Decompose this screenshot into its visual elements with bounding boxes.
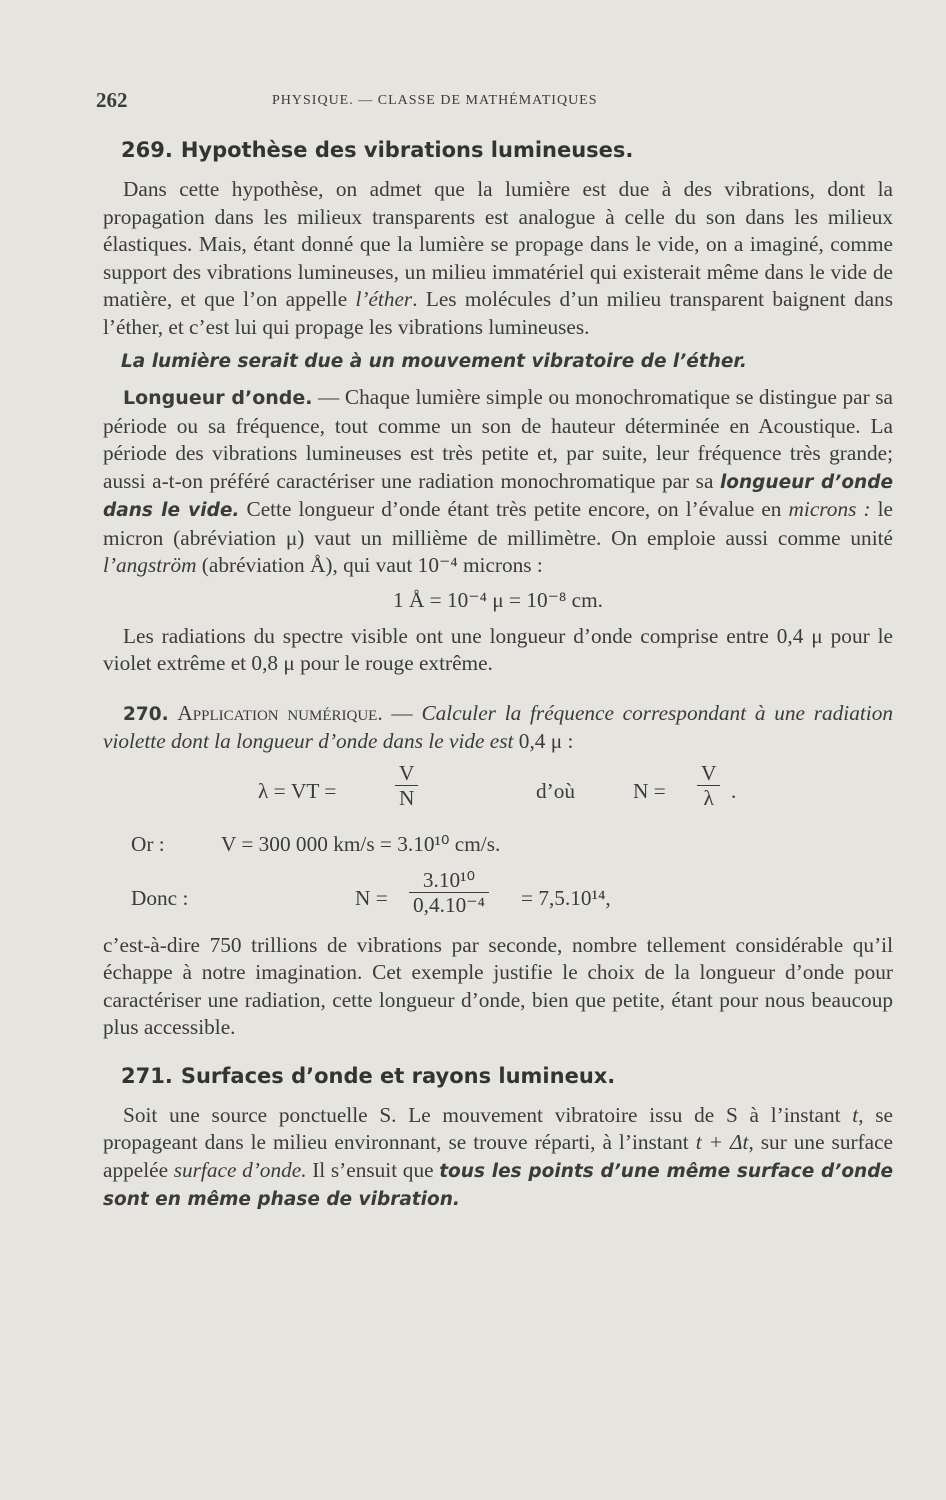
section-number: 271. (121, 1063, 173, 1088)
paragraph-ether (103, 176, 893, 341)
or-label: Or : (131, 831, 165, 856)
section-271-heading (121, 1064, 893, 1088)
text-run: Soit une source ponctuelle S. Le mouvement vibratoire issu de S à l’instant (123, 1102, 853, 1127)
paragraph-visible-spectrum: Les radiations du spectre visible ont une longueur d’onde comprise entre 0,4 μ pour le violet extrême et 0,8 μ pour le rouge extrême. (103, 623, 893, 675)
text-run: — Chaque lumière simple ou monochromatique se distingue par sa période ou sa fréquence, tout comme un son de hauteur déterminée en Acoustique. La période des vibrations lumineuses est très petite et, par suite, leur fréquence très grande; aussi a-t-on préféré caractériser une radiation monochromatique par sa (103, 385, 893, 493)
text-run: — (382, 700, 422, 725)
text-run: (abréviation Å), qui vaut 10⁻⁴ microns : (196, 553, 543, 577)
formula-or (103, 826, 893, 866)
text-run: . Les molécules d’un milieu transparent baignent dans l’éther, et c’est lui qui propage les vibrations lumineuses. (103, 287, 893, 339)
fraction-donc (409, 868, 489, 917)
section-number: 269. (121, 138, 173, 162)
formula-lambda (103, 756, 893, 826)
section-title: Surfaces d’onde et rayons lumineux. (180, 1063, 616, 1088)
text-run: Il s’ensuit que (306, 1157, 440, 1182)
section-title: Hypothèse des vibrations lumineuses. (180, 138, 634, 162)
text-run: , se propageant dans le milieu environnant, se trouve réparti, à l’instant (103, 1102, 894, 1154)
italic-term: l’éther (355, 287, 413, 311)
text-run: , sur une surface appelée (103, 1130, 894, 1182)
section-label: Application numérique. (177, 700, 383, 725)
donc-label: Donc : (131, 885, 189, 910)
italic-term: l’angström (103, 553, 197, 577)
emphasis-text: longueur d’onde dans le vide. (103, 471, 893, 521)
paragraph-wave-surface (103, 1102, 893, 1214)
conclusion-statement: La lumière serait due à un mouvement vibratoire de l’éther. (121, 351, 747, 372)
italic-term: t + Δt (695, 1130, 749, 1154)
formula-connector: d’où (536, 778, 576, 803)
italic-term: surface d’onde. (173, 1157, 307, 1182)
italic-term: microns : (788, 497, 871, 521)
numerator: V (697, 761, 720, 786)
fraction-v-over-n (395, 761, 418, 810)
section-270-statement (103, 700, 893, 756)
formula-lhs: λ = VT = (258, 778, 337, 803)
paragraph-wavelength (103, 384, 893, 580)
or-equation: V = 300 000 km/s = 3.10¹⁰ cm/s. (221, 831, 501, 856)
section-269-heading (121, 138, 893, 162)
page-header (96, 88, 886, 118)
italic-term: t (852, 1102, 859, 1127)
donc-rhs: = 7,5.10¹⁴, (521, 885, 611, 910)
numerator: V (395, 761, 418, 786)
text-run: Cette longueur d’onde étant très petite encore, on l’évalue en (239, 497, 789, 521)
emphasis-text: tous les points d’une même surface d’onde sont en même phase de vibration. (103, 1160, 893, 1210)
fraction-v-over-lambda (697, 761, 720, 810)
text-run: le micron (abréviation μ) vaut un millième de millimètre. On emploie aussi comme unité (103, 497, 894, 550)
text-run: 0,4 μ : (513, 729, 574, 753)
exercise-statement: Calculer la fréquence correspondant à une radiation violette dont la longueur d’onde dans le vide est (103, 700, 893, 753)
denominator: 0,4.10⁻⁴ (413, 892, 485, 917)
formula-rhs: N = (633, 778, 666, 803)
page-content (103, 138, 893, 1214)
paragraph-lead: Longueur d’onde. (123, 387, 313, 409)
running-title: PHYSIQUE. — CLASSE DE MATHÉMATIQUES (272, 93, 598, 108)
page-number: 262 (96, 88, 128, 112)
formula-end: . (731, 778, 737, 803)
angstrom-equation: 1 Å = 10⁻⁴ μ = 10⁻⁸ cm. (392, 587, 603, 612)
section-number: 270. (123, 703, 169, 725)
denominator: N (399, 785, 415, 810)
paragraph-trillions: c’est-à-dire 750 trillions de vibrations par seconde, nombre tellement considérable qu’il échappe à notre imagination. Cet exemple justifie le choix de la longueur d’onde pour caractériser une radiation, cette longueur d’onde, bien que petite, étant pour nous beaucoup plus accessible. (103, 932, 893, 1039)
denominator: λ (703, 785, 714, 810)
text-run: Dans cette hypothèse, on admet que la lumière est due à des vibrations, dont la propagation dans les milieux transparents est analogue à celle du son dans les milieux élastiques. Mais, étant donné que la lumière se propage dans le vide, on a imaginé, comme support des vibrations lumineuses, un milieu immatériel qui existerait même dans le vide de matière, et que l’on appelle (103, 177, 893, 311)
donc-lhs: N = (355, 885, 388, 910)
numerator: 3.10¹⁰ (409, 868, 489, 893)
formula-donc (103, 866, 893, 932)
